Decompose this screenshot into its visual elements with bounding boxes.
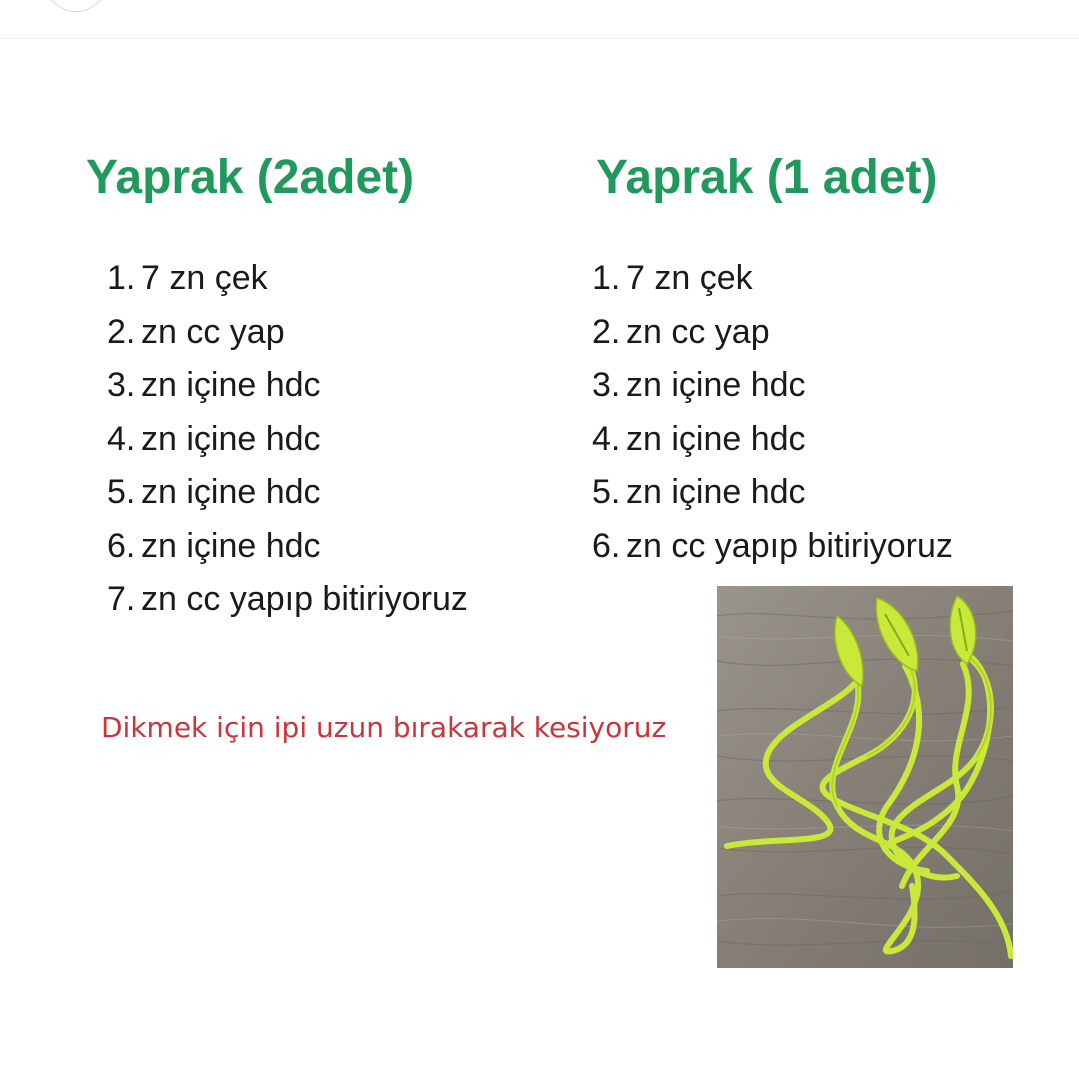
step-text: zn içine hdc	[141, 526, 321, 565]
step-number: 3.	[592, 366, 621, 404]
step-text: zn içine hdc	[141, 366, 321, 404]
right-steps-list	[592, 252, 953, 573]
step-number: 4.	[592, 419, 621, 458]
list-item	[107, 520, 468, 574]
step-number: 6.	[592, 526, 621, 565]
step-number: 4.	[107, 419, 136, 458]
step-number: 5.	[592, 473, 621, 511]
step-text: zn cc yap	[626, 312, 770, 351]
step-number: 3.	[107, 366, 136, 404]
left-section-title: Yaprak (2adet)	[86, 151, 415, 204]
list-item	[107, 359, 468, 413]
step-text: zn içine hdc	[141, 419, 321, 458]
step-text: zn cc yapıp bitiriyoruz	[626, 526, 953, 565]
step-text: zn içine hdc	[626, 419, 806, 458]
step-text: zn içine hdc	[626, 366, 806, 404]
list-item	[592, 466, 953, 520]
right-section-title: Yaprak (1 adet)	[596, 151, 938, 204]
list-item	[107, 573, 468, 627]
list-item	[107, 466, 468, 520]
step-number: 2.	[107, 312, 136, 351]
step-number: 1.	[107, 259, 136, 297]
list-item	[592, 359, 953, 413]
list-item	[592, 413, 953, 467]
list-item	[592, 520, 953, 574]
step-number: 5.	[107, 473, 136, 511]
step-text: zn içine hdc	[141, 473, 321, 511]
step-text: 7 zn çek	[626, 259, 753, 297]
list-item	[107, 413, 468, 467]
step-text: zn cc yap	[141, 312, 285, 351]
step-text: zn içine hdc	[626, 473, 806, 511]
step-number: 6.	[107, 526, 136, 565]
avatar[interactable]	[44, 0, 108, 12]
step-number: 1.	[592, 259, 621, 297]
step-number: 2.	[592, 312, 621, 351]
list-item	[107, 306, 468, 360]
crochet-leaves-photo	[717, 586, 1013, 968]
list-item	[107, 252, 468, 306]
step-text: zn cc yapıp bitiriyoruz	[141, 580, 468, 618]
step-number: 7.	[107, 580, 136, 618]
list-item	[592, 252, 953, 306]
list-item	[592, 306, 953, 360]
step-text: 7 zn çek	[141, 259, 268, 297]
top-bar	[0, 0, 1079, 39]
left-steps-list	[107, 252, 468, 627]
cutting-note: Dikmek için ipi uzun bırakarak kesiyoruz	[101, 711, 667, 744]
